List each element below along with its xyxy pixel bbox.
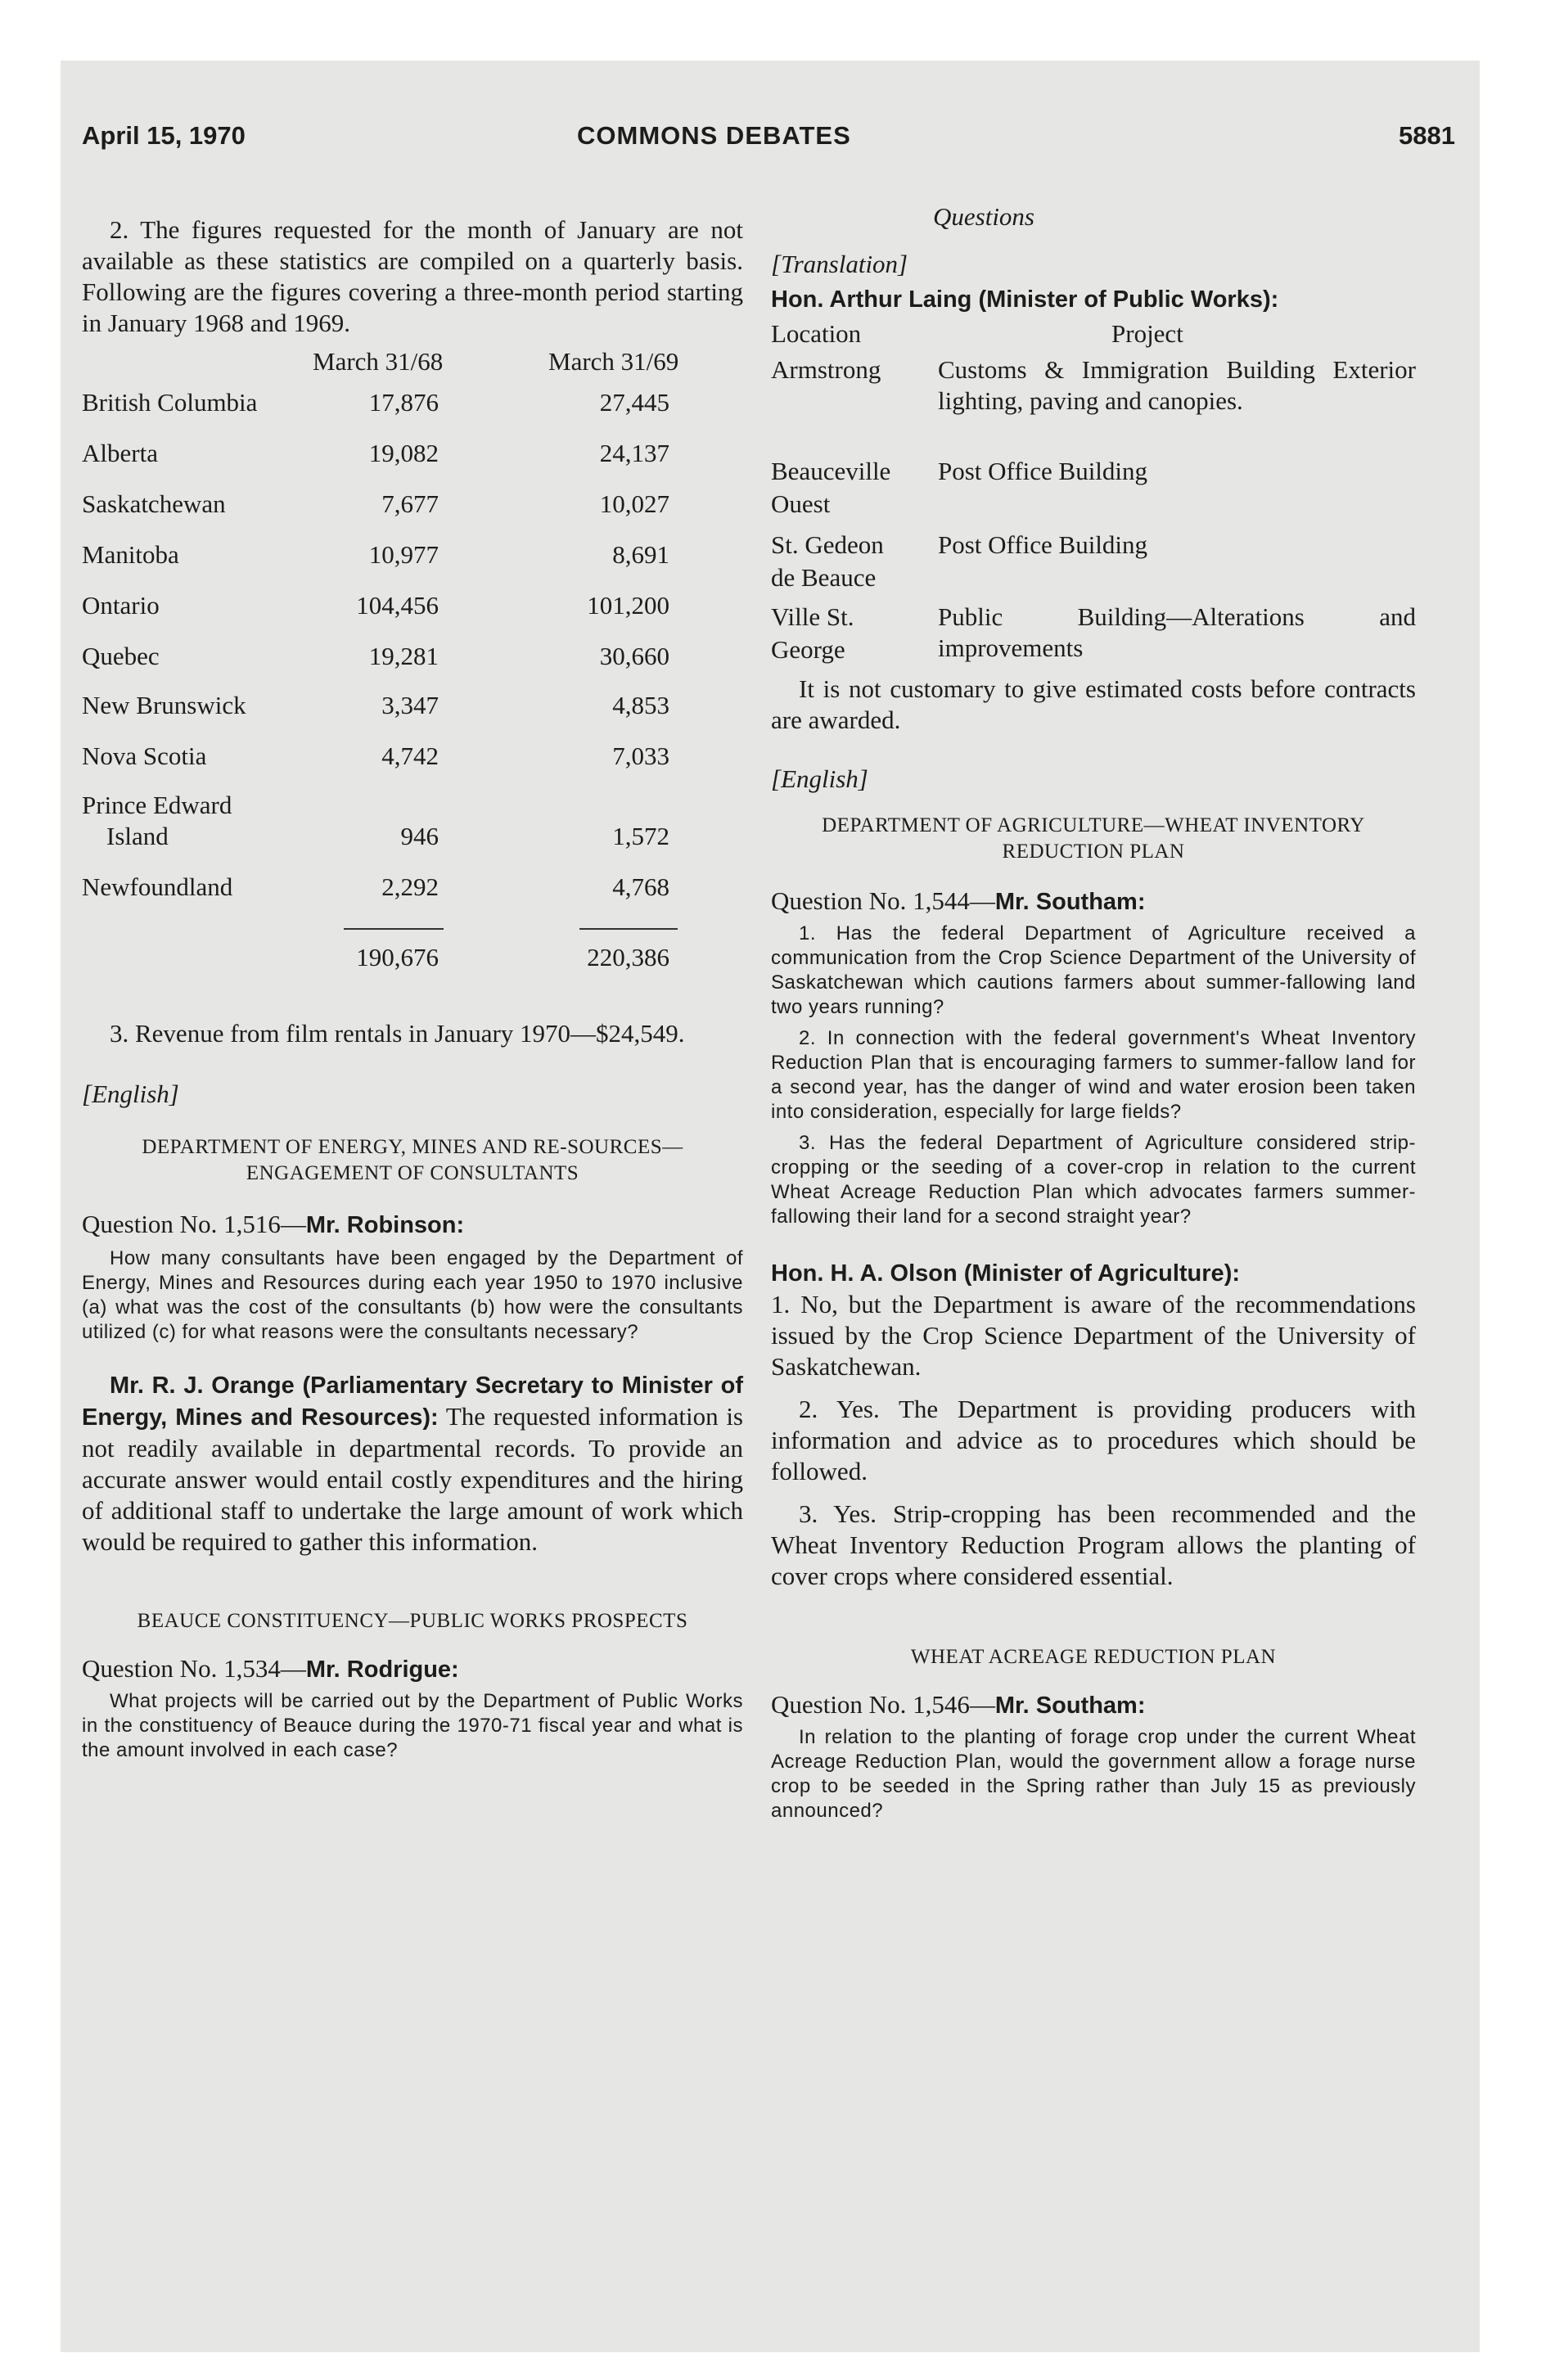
question-text: In relation to the planting of forage crop under the current Wheat Acreage Reduction Plan, would the government allow a forage nurse crop to be seeded in the Spring rather than July 15 as previously announced? bbox=[771, 1726, 1416, 1822]
section-heading: DEPARTMENT OF ENERGY, MINES AND RE-SOURCES—ENGAGEMENT OF CONSULTANTS bbox=[142, 1136, 683, 1184]
table-row bbox=[82, 388, 743, 421]
value-1969: 101,200 bbox=[587, 591, 669, 620]
province-name: Island bbox=[106, 822, 169, 850]
speaker-intro bbox=[771, 1257, 1416, 1289]
value-1969: 1,572 bbox=[612, 822, 669, 850]
question-item: 2. In connection with the federal government's Wheat Inventory Reduction Plan that is encouraging farmers to summer-fallow land for a second year, has the danger of wind and water erosion been taken into consideration, especially for large fields? bbox=[771, 1027, 1416, 1123]
value-1968: 104,456 bbox=[356, 591, 439, 620]
province-name: Saskatchewan bbox=[82, 489, 226, 518]
value-1968: 2,292 bbox=[381, 872, 439, 901]
table-row bbox=[82, 489, 743, 522]
table-row bbox=[82, 591, 743, 624]
project-description: Public Building—Alterations and improvements bbox=[938, 602, 1416, 662]
project-description: Post Office Building bbox=[938, 457, 1148, 485]
table-row bbox=[82, 691, 743, 723]
member-name: Mr. Southam: bbox=[994, 1693, 1146, 1719]
project-location: Ouest bbox=[771, 489, 831, 518]
value-1969: 30,660 bbox=[599, 642, 669, 670]
value-1968: 7,677 bbox=[381, 489, 439, 518]
question-line bbox=[82, 1652, 743, 1686]
speaker-name: Mr. R. J. Orange (Parliamentary Secretary to Minister of Energy, Mines and Resources): bbox=[82, 1373, 743, 1431]
speaker-name: Hon. H. A. Olson (Minister of Agriculture): bbox=[771, 1260, 1241, 1287]
value-1968: 17,876 bbox=[368, 388, 439, 417]
value-1969: 10,027 bbox=[599, 489, 669, 518]
total-value: 220,386 bbox=[587, 943, 669, 971]
table-row bbox=[82, 439, 743, 471]
question-item: 1. Has the federal Department of Agriculture received a communication from the Crop Science Department of the University of Saskatchewan which cautions farmers about summer-fallowing land two years running? bbox=[771, 922, 1416, 1018]
header-page-number: 5881 bbox=[1399, 121, 1455, 150]
question-number: Question No. 1,534— bbox=[82, 1654, 306, 1683]
province-name: Quebec bbox=[82, 642, 160, 670]
language-tag: [English] bbox=[82, 1080, 179, 1108]
table-row bbox=[82, 540, 743, 573]
value-1968: 3,347 bbox=[381, 691, 439, 719]
left-column bbox=[82, 214, 743, 1763]
province-name: Manitoba bbox=[82, 540, 179, 569]
value-1968: 10,977 bbox=[368, 540, 439, 569]
member-name: Mr. Southam: bbox=[994, 889, 1146, 915]
question-text: What projects will be carried out by the Department of Public Works in the constituency of Beauce during the 1970-71 fiscal year and what is the amount involved in each case? bbox=[82, 1690, 743, 1761]
answer-paragraph bbox=[82, 1369, 743, 1557]
projects-list bbox=[771, 318, 1416, 670]
header-date: April 15, 1970 bbox=[82, 121, 246, 150]
project-header: Project bbox=[1111, 319, 1183, 348]
revenue-paragraph: 3. Revenue from film rentals in January 1970—$24,549. bbox=[110, 1019, 685, 1048]
member-name: Mr. Rodrigue: bbox=[305, 1657, 459, 1683]
questions-label: Questions bbox=[933, 202, 1034, 231]
question-line bbox=[771, 1688, 1416, 1722]
totals-row bbox=[82, 943, 743, 976]
header-title: COMMONS DEBATES bbox=[577, 121, 851, 150]
answer-items bbox=[771, 1289, 1416, 1592]
section-heading: BEAUCE CONSTITUENCY—PUBLIC WORKS PROSPECTS bbox=[137, 1610, 688, 1632]
answer-item: 3. Yes. Strip-cropping has been recommended and the Wheat Inventory Reduction Program allows the planting of cover crops where considered essential. bbox=[771, 1499, 1416, 1590]
province-name: British Columbia bbox=[82, 388, 258, 417]
question-items bbox=[771, 922, 1416, 1229]
answer-item: 2. Yes. The Department is providing producers with information and advice as to procedures which should be followed. bbox=[771, 1395, 1416, 1485]
member-name: Mr. Robinson: bbox=[305, 1212, 465, 1238]
project-location: Armstrong bbox=[771, 355, 881, 384]
answer-item: 1. No, but the Department is aware of the recommendations issued by the Crop Science Department of the University of Saskatchewan. bbox=[771, 1290, 1416, 1381]
province-name: Ontario bbox=[82, 591, 160, 620]
section-heading: WHEAT ACREAGE REDUCTION PLAN bbox=[910, 1646, 1277, 1668]
running-header bbox=[82, 121, 1465, 162]
table-column-header: March 31/69 bbox=[548, 347, 679, 376]
value-1969: 24,137 bbox=[599, 439, 669, 467]
value-1969: 4,768 bbox=[612, 872, 669, 901]
table-row bbox=[82, 822, 743, 854]
question-line bbox=[771, 885, 1416, 918]
speaker-intro bbox=[771, 283, 1416, 315]
project-location: Beauceville bbox=[771, 457, 891, 485]
province-name: Alberta bbox=[82, 439, 158, 467]
project-location: George bbox=[771, 635, 845, 664]
question-number: Question No. 1,516— bbox=[82, 1210, 306, 1238]
table-row bbox=[82, 741, 743, 774]
speaker-name: Hon. Arthur Laing (Minister of Public Works): bbox=[771, 286, 1279, 313]
total-value: 190,676 bbox=[356, 943, 439, 971]
value-1968: 4,742 bbox=[381, 741, 439, 770]
province-name: New Brunswick bbox=[82, 691, 246, 719]
table-row bbox=[82, 642, 743, 674]
value-1968: 946 bbox=[400, 822, 439, 850]
project-description: Customs & Immigration Building Exterior lighting, paving and canopies. bbox=[938, 355, 1416, 415]
value-1968: 19,281 bbox=[368, 642, 439, 670]
language-tag: [Translation] bbox=[771, 250, 908, 278]
customary-paragraph: It is not customary to give estimated costs before contracts are awarded. bbox=[771, 674, 1416, 734]
value-1969: 8,691 bbox=[612, 540, 669, 569]
total-rule bbox=[344, 928, 444, 930]
question-text: How many consultants have been engaged by the Department of Energy, Mines and Resources during each year 1950 to 1970 inclusive (a) what was the cost of the consultants (b) how were the consultants utilized (c) for what reasons were the consultants necessary? bbox=[82, 1247, 743, 1343]
value-1968: 19,082 bbox=[368, 439, 439, 467]
table-row bbox=[82, 872, 743, 905]
project-location: de Beauce bbox=[771, 563, 877, 592]
statistics-table bbox=[82, 347, 743, 1018]
total-rule bbox=[579, 928, 678, 930]
language-tag: [English] bbox=[771, 764, 868, 793]
province-name: Nova Scotia bbox=[82, 741, 207, 770]
value-1969: 7,033 bbox=[612, 741, 669, 770]
value-1969: 27,445 bbox=[599, 388, 669, 417]
intro-paragraph: 2. The figures requested for the month of January are not available as these statistics are compiled on a quarterly basis. Following are the figures covering a three-month period starting in January 1968 and 1969. bbox=[82, 215, 743, 337]
table-row bbox=[82, 791, 743, 823]
value-1969: 4,853 bbox=[612, 691, 669, 719]
province-name: Newfoundland bbox=[82, 872, 233, 901]
right-column bbox=[771, 202, 1416, 1823]
question-line bbox=[82, 1208, 743, 1242]
question-number: Question No. 1,546— bbox=[771, 1690, 995, 1719]
project-location: Ville St. bbox=[771, 602, 854, 631]
province-name: Prince Edward bbox=[82, 791, 232, 819]
table-column-header: March 31/68 bbox=[313, 347, 444, 376]
question-item: 3. Has the federal Department of Agriculture considered strip-cropping or the seeding of a cover-crop in relation to the current Wheat Acreage Reduction Plan which advocates farmers summer-fallowing their land for a second straight year? bbox=[771, 1132, 1416, 1228]
location-header: Location bbox=[771, 319, 862, 348]
project-location: St. Gedeon bbox=[771, 530, 884, 559]
section-heading: DEPARTMENT OF AGRICULTURE—WHEAT INVENTORY REDUCTION PLAN bbox=[822, 814, 1365, 863]
answer-text: The requested information is not readily available in departmental records. To provide an accurate answer would entail costly expenditures and the hiring of additional staff to undertake the large amount of work which would be required to gather this information. bbox=[82, 1402, 743, 1556]
question-number: Question No. 1,544— bbox=[771, 886, 995, 915]
project-description: Post Office Building bbox=[938, 530, 1148, 559]
